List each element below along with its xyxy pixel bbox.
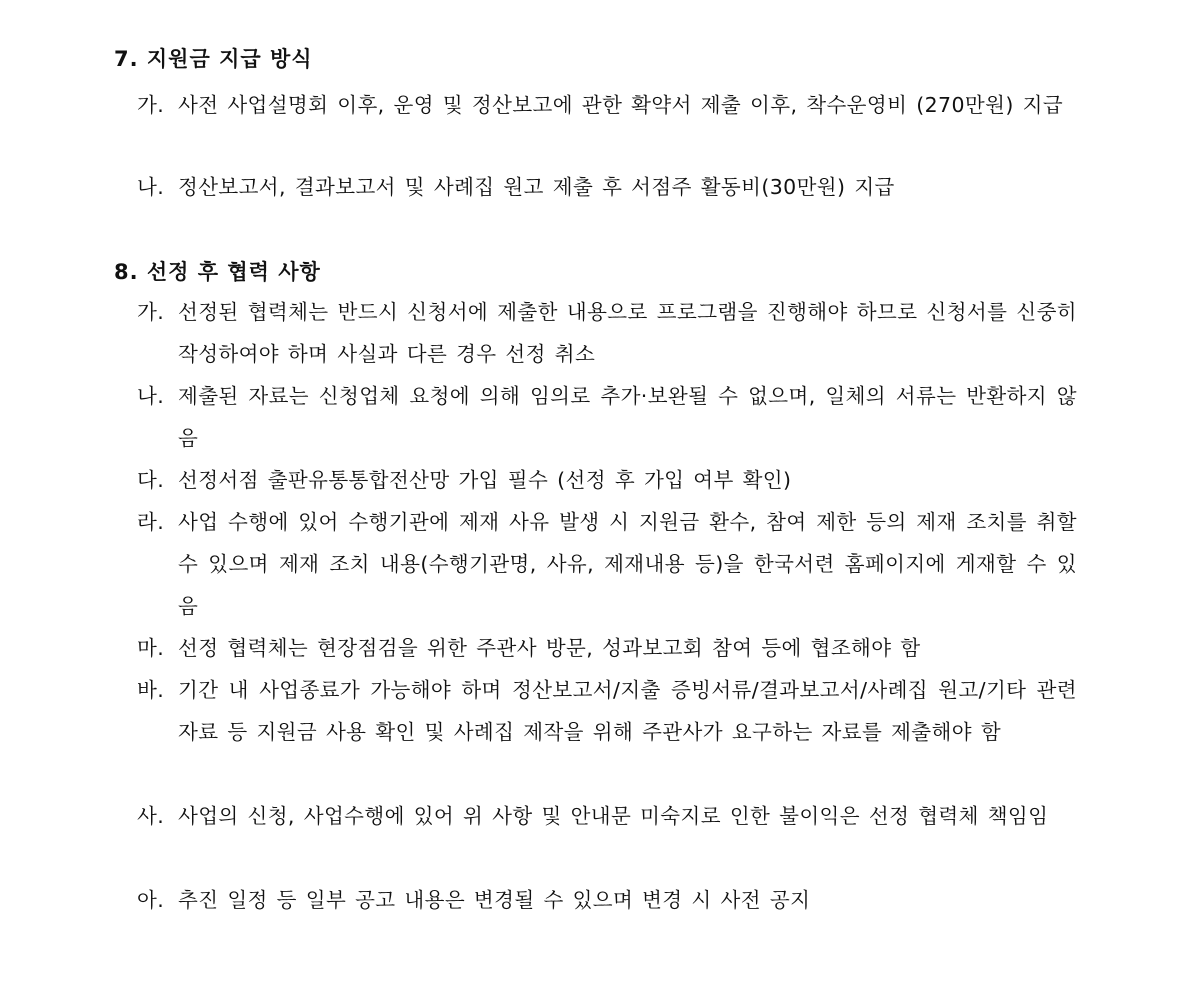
item-marker: 나. — [137, 384, 165, 408]
section-8-item-ga — [137, 291, 1077, 375]
item-text: 사업 수행에 있어 수행기관에 제재 사유 발생 시 지원금 환수, 참여 제한 등의 제재 조치를 취할 수 있으며 제재 조치 내용(수행기관명, 사유, 제재내용 등)을 한국서련 홈페이지에 게재할 수 있음 — [178, 510, 1077, 618]
item-marker: 라. — [137, 510, 165, 534]
item-text: 추진 일정 등 일부 공고 내용은 변경될 수 있으며 변경 시 사전 공지 — [178, 888, 811, 912]
section-8-title: 8. 선정 후 협력 사항 — [114, 260, 321, 284]
section-8-item-da — [137, 459, 1077, 501]
item-text: 선정서점 출판유통통합전산망 가입 필수 (선정 후 가입 여부 확인) — [178, 468, 792, 492]
item-marker: 가. — [137, 93, 165, 117]
section-8-item-ba — [137, 669, 1077, 753]
item-text: 기간 내 사업종료가 가능해야 하며 정산보고서/지출 증빙서류/결과보고서/사례집 원고/기타 관련 자료 등 지원금 사용 확인 및 사례집 제작을 위해 주관사가 요구하는 자료를 제출해야 함 — [178, 678, 1077, 744]
item-text: 사업의 신청, 사업수행에 있어 위 사항 및 안내문 미숙지로 인한 불이익은 선정 협력체 책임임 — [178, 804, 1049, 828]
item-text: 제출된 자료는 신청업체 요청에 의해 임의로 추가·보완될 수 없으며, 일체의 서류는 반환하지 않음 — [178, 384, 1077, 450]
item-marker: 나. — [137, 175, 165, 199]
section-8-item-ma — [137, 627, 1077, 669]
section-8-item-sa — [137, 795, 1077, 837]
item-marker: 가. — [137, 300, 165, 324]
section-7-item-ga — [137, 84, 1077, 126]
item-text: 선정 협력체는 현장점검을 위한 주관사 방문, 성과보고회 참여 등에 협조해야 함 — [178, 636, 921, 660]
section-7-item-na — [137, 166, 1077, 208]
item-marker: 바. — [137, 678, 165, 702]
section-7-title: 7. 지원금 지급 방식 — [114, 47, 313, 71]
item-marker: 다. — [137, 468, 165, 492]
item-text: 사전 사업설명회 이후, 운영 및 정산보고에 관한 확약서 제출 이후, 착수운영비 (270만원) 지급 — [178, 93, 1064, 117]
item-text: 선정된 협력체는 반드시 신청서에 제출한 내용으로 프로그램을 진행해야 하므로 신청서를 신중히 작성하여야 하며 사실과 다른 경우 선정 취소 — [178, 300, 1077, 366]
item-marker: 아. — [137, 888, 165, 912]
item-text: 정산보고서, 결과보고서 및 사례집 원고 제출 후 서점주 활동비(30만원) 지급 — [178, 175, 895, 199]
section-8-item-a — [137, 879, 1077, 921]
section-8-item-ra — [137, 501, 1077, 627]
item-marker: 사. — [137, 804, 165, 828]
item-marker: 마. — [137, 636, 165, 660]
section-8-item-na — [137, 375, 1077, 459]
